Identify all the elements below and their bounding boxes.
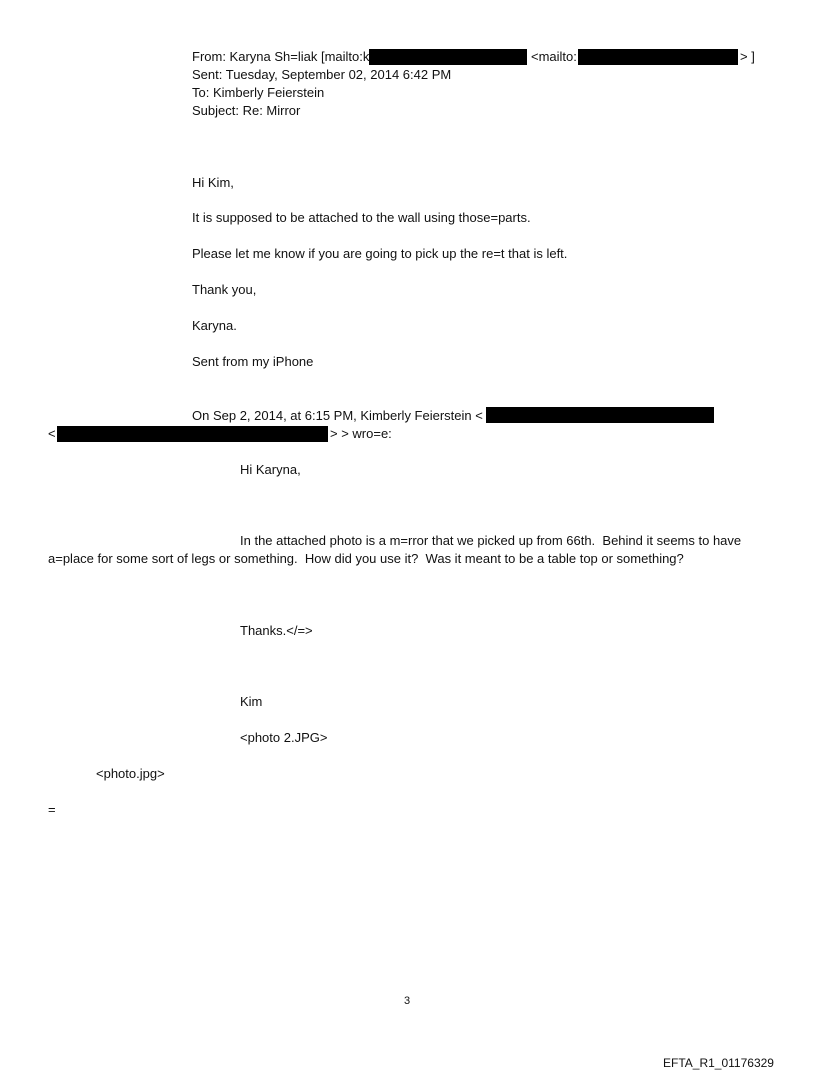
attachment-placeholder: <photo 2.JPG> [240, 730, 328, 745]
redaction-block [578, 49, 738, 65]
reply-sent-from: Sent from my iPhone [192, 354, 314, 369]
quoted-body-line-2: a=place for some sort of legs or something. How did you use it? Was it meant to be a table top or something? [48, 551, 684, 566]
quoted-body-line-1: In the attached photo is a m=rror that we picked up from 66th. Behind it seems to have [240, 533, 742, 548]
quoted-intro-prefix: On Sep 2, 2014, at 6:15 PM, Kimberly Feierstein < [192, 408, 483, 423]
reply-line-1: It is supposed to be attached to the wall using those=parts. [192, 210, 531, 225]
sent-line: Sent: Tuesday, September 02, 2014 6:42 PM [192, 67, 452, 82]
to-line: To: Kimberly Feierstein [192, 85, 325, 100]
quoted-intro-suffix: > > wro=e: [330, 426, 392, 441]
redaction-block [57, 426, 328, 442]
page-number: 3 [404, 995, 411, 1007]
quoted-signature: Kim [240, 694, 263, 709]
from-mailto-label: <mailto: [531, 49, 577, 64]
reply-line-2: Please let me know if you are going to pick up the re=t that is left. [192, 246, 568, 261]
redaction-block [369, 49, 527, 65]
from-line-prefix: From: Karyna Sh=liak [mailto:k [192, 49, 370, 64]
quoted-thanks: Thanks.</=> [240, 623, 313, 638]
document-id: EFTA_R1_01176329 [663, 1056, 774, 1070]
reply-thanks: Thank you, [192, 282, 257, 297]
quoted-greeting: Hi Karyna, [240, 462, 301, 477]
quoted-intro-open: < [48, 426, 56, 441]
subject-line: Subject: Re: Mirror [192, 103, 301, 118]
redaction-block [486, 407, 714, 423]
reply-signoff: Karyna. [192, 318, 237, 333]
from-line-close: > ] [740, 49, 755, 64]
attachment-placeholder: <photo.jpg> [96, 766, 165, 781]
trailer-char: = [48, 802, 56, 817]
reply-greeting: Hi Kim, [192, 175, 234, 190]
